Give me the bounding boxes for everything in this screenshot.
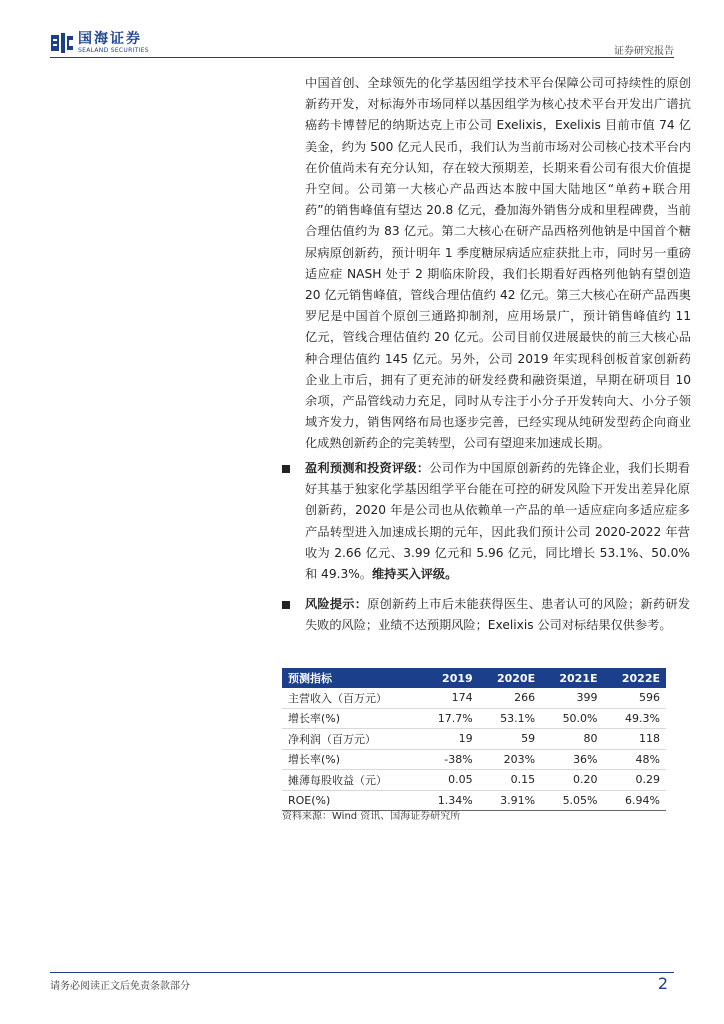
table-cell: 48% (604, 749, 666, 770)
table-cell: 80 (541, 729, 603, 750)
table-header-cell: 2022E (604, 668, 666, 688)
table-cell: 6.94% (604, 790, 666, 811)
table-row (282, 770, 666, 791)
table-cell: 399 (541, 688, 603, 708)
table-cell: ROE(%) (282, 790, 420, 811)
table-cell: 主营收入（百万元） (282, 688, 420, 708)
table-cell: 增长率(%) (282, 749, 420, 770)
bullet-body: 公司作为中国原创新药的先锋企业，我们长期看好其基于独家化学基因组学平台能在可控的研发风险下开发出差异化原创新药，2020 年是公司也从依赖单一产品的单一适应症向多适应症多产品转型进入加速成长期的元年，因此我们预计公司 2020-2022 年营收为 2.66 亿元、3.99 亿元和 5.96 亿元，同比增长 53.1%、50.0%和 49.3%。 (305, 461, 691, 582)
bullet-square-icon (282, 465, 290, 473)
bullet-square-icon (282, 601, 290, 609)
table-cell: 1.34% (420, 790, 478, 811)
header-divider (50, 57, 674, 58)
table-cell: 19 (420, 729, 478, 750)
main-paragraph: 中国首创、全球领先的化学基因组学技术平台保障公司可持续性的原创新药开发，对标海外市场同样以基因组学为核心技术平台开发出广谱抗癌药卡博替尼的纳斯达克上市公司 Exelixis，Exelixis 目前市值 74 亿美金，约为 500 亿元人民币，我们认为当前市场对公司核心技术平台内在价值尚未有充分认知，存在较大预期差，长期来看公司有很大价值提升空间。公司第一大核心产品西达本胺中国大陆地区“单药+联合用药”的销售峰值有望达 20.8 亿元，叠加海外销售分成和里程碑费，当前合理估值约为 83 亿元。第二大核心在研产品西格列他钠是中国首个糖尿病原创新药，预计明年 1 季度糖尿病适应症获批上市，同时另一重磅适应症 NASH 处于 2 期临床阶段，我们长期看好西格列他钠有望创造 20 亿元销售峰值，管线合理估值约 42 亿元。第三大核心在研产品西奥罗尼是中国首个原创三通路抑制剂，应用场景广，预计销售峰值约 11 亿元，管线合理估值约 20 亿元。公司目前仅进展最快的前三大核心品种合理估值约 145 亿元。另外，公司 2019 年实现科创板首家创新药企业上市后，拥有了更充沛的研发经费和融资渠道，早期在研项目 10 余项，产品管线动力充足，同时从专注于小分子开发转向大、小分子领域齐发力，销售网络布局也逐步完善，已经实现从纯研发型药企向商业化成熟创新药企的完美转型，公司有望迎来加速成长期。 (305, 76, 691, 451)
bullet-text (305, 458, 690, 585)
footer-disclaimer: 请务必阅读正文后免责条款部分 (50, 981, 190, 992)
table-cell: 118 (604, 729, 666, 750)
table-cell: 0.29 (604, 770, 666, 791)
bullet-earnings-forecast (282, 458, 690, 585)
page-header (0, 0, 724, 60)
table-row (282, 688, 666, 708)
table-row (282, 708, 666, 729)
table-header-cell: 2020E (479, 668, 541, 688)
bullet-body: 原创新药上市后未能获得医生、患者认可的风险；新药研发失败的风险；业绩不达预期风险；Exelixis 公司对标结果仅供参考。 (305, 597, 691, 633)
table-cell: 增长率(%) (282, 708, 420, 729)
table-cell: 摊薄每股收益（元） (282, 770, 420, 791)
table-header-cell: 2021E (541, 668, 603, 688)
rating-statement: 维持买入评级。 (371, 567, 458, 582)
page-number: 2 (657, 974, 668, 993)
table-cell: 53.1% (479, 708, 541, 729)
table-row (282, 729, 666, 750)
table-cell: 5.05% (541, 790, 603, 811)
report-type-label: 证券研究报告 (614, 46, 674, 57)
table-header-cell: 2019 (420, 668, 478, 688)
table-cell: 596 (604, 688, 666, 708)
table-cell: 0.15 (479, 770, 541, 791)
table-cell: 3.91% (479, 790, 541, 811)
table-cell: 49.3% (604, 708, 666, 729)
table-cell: 36% (541, 749, 603, 770)
sealand-logo-icon (50, 32, 74, 54)
table-cell: -38% (420, 749, 478, 770)
table-cell: 50.0% (541, 708, 603, 729)
table-header-row (282, 668, 666, 688)
bullet-title: 盈利预测和投资评级： (305, 461, 430, 475)
table-source-note: 资料来源：Wind 资讯、国海证券研究所 (282, 811, 461, 822)
footer-divider (50, 972, 674, 973)
table-cell: 净利润（百万元） (282, 729, 420, 750)
table-cell: 17.7% (420, 708, 478, 729)
table-cell: 266 (479, 688, 541, 708)
table-row (282, 749, 666, 770)
table-cell: 0.20 (541, 770, 603, 791)
forecast-table (282, 668, 666, 811)
table-cell: 0.05 (420, 770, 478, 791)
bullet-risk-warning (282, 594, 690, 636)
logo-chinese-name: 国海证券 (78, 31, 142, 47)
bullet-text (305, 594, 690, 636)
table-header-cell: 预测指标 (282, 668, 420, 688)
logo-english-name: SEALAND SECURITIES (78, 47, 149, 54)
table-cell: 59 (479, 729, 541, 750)
table-cell: 203% (479, 749, 541, 770)
bullet-title: 风险提示： (305, 597, 368, 611)
table-cell: 174 (420, 688, 478, 708)
company-logo (50, 32, 149, 54)
